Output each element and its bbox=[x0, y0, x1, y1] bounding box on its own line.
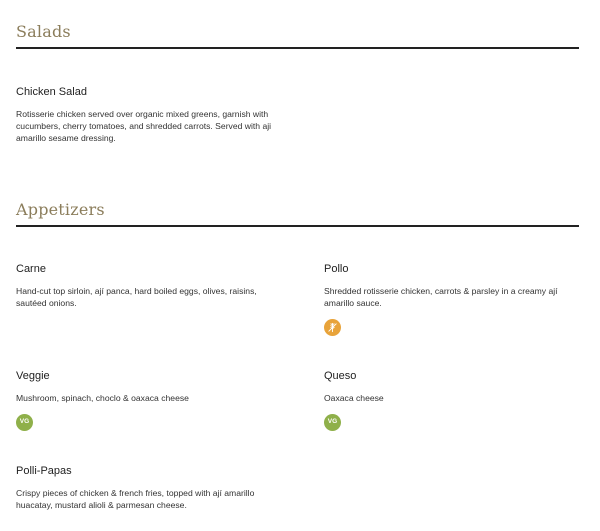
menu-item-name: Queso bbox=[324, 370, 357, 382]
menu-item-name: Polli-Papas bbox=[16, 465, 72, 477]
menu-item-name: Pollo bbox=[324, 263, 349, 275]
section-title-appetizers: Appetizers bbox=[16, 200, 105, 219]
menu-item-description: Crispy pieces of chicken & french fries, topped with ají amarillo huacatay, mustard alioli & parmesan cheese. bbox=[16, 488, 255, 510]
menu-item-name: Chicken Salad bbox=[16, 86, 87, 98]
menu-item-description: Shredded rotisserie chicken, carrots & parsley in a creamy ají amarillo sauce. bbox=[324, 286, 558, 308]
menu-item-carne bbox=[16, 263, 286, 309]
gluten-free-icon bbox=[324, 319, 341, 336]
section-divider bbox=[16, 225, 579, 227]
menu-item-description: Oaxaca cheese bbox=[324, 393, 384, 403]
vegetarian-badge: VG bbox=[16, 414, 33, 431]
menu-item-queso bbox=[324, 370, 584, 431]
menu-item-description: Rotisserie chicken served over organic mixed greens, garnish with cucumbers, cherry tomatoes, and shredded carrots. Served with aji amarillo sesame dressing. bbox=[16, 109, 272, 143]
menu-item-pollo bbox=[324, 263, 584, 338]
vegetarian-badge: VG bbox=[324, 414, 341, 431]
menu-item-description: Hand-cut top sirloin, ají panca, hard boiled eggs, olives, raisins, sautéed onions. bbox=[16, 286, 257, 308]
menu-item-description: Mushroom, spinach, choclo & oaxaca cheese bbox=[16, 393, 189, 403]
menu-item-veggie bbox=[16, 370, 286, 431]
section-title-salads: Salads bbox=[16, 22, 71, 41]
menu-item-polli-papas bbox=[16, 465, 286, 511]
menu-item-name: Veggie bbox=[16, 370, 50, 382]
section-divider bbox=[16, 47, 579, 49]
menu-item-name: Carne bbox=[16, 263, 46, 275]
menu-item-chicken-salad bbox=[16, 86, 286, 144]
